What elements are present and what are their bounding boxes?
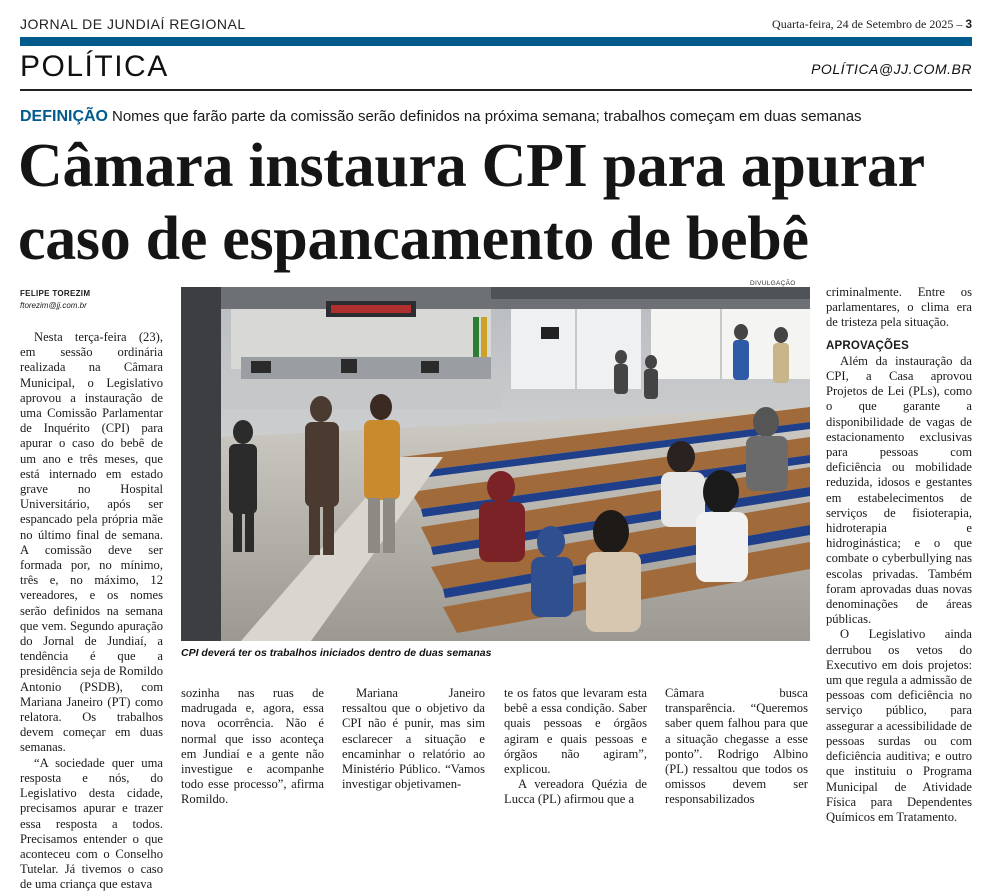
- author-email[interactable]: ftorezim@jj.com.br: [20, 301, 87, 310]
- paper-name: JORNAL DE JUNDIAÍ REGIONAL: [20, 16, 246, 32]
- photo-caption: CPI deverá ter os trabalhos iniciados dentro de duas semanas: [181, 647, 492, 659]
- article-photo: [181, 287, 810, 641]
- subheading: APROVAÇÕES: [826, 339, 909, 352]
- article-column-4: [504, 686, 647, 808]
- article-column-1: [20, 330, 163, 893]
- paragraph: te os fatos que levaram esta bebê a essa condição. Saber quais pessoas e órgãos agiram e quais pessoas e órgãos não agiram”, explicou.: [504, 686, 647, 777]
- paragraph: criminalmente. Entre os parlamentares, o clima era de tristeza pela situação.: [826, 285, 972, 330]
- page-number: 3: [965, 17, 972, 31]
- paragraph: Nesta terça-feira (23), em sessão ordinária realizada na Câmara Municipal, o Legislativo aprovou a instauração de uma Comissão Parlamentar de Inquérito (CPI) para apurar o caso do bebê de um ano e três meses, que está internado em estado grave no Hospital Universitário, após ser espancado pela própria mãe no último final de semana. A comissão deve ser formada por, no mínimo, três e, no máximo, 12 vereadores, e os nomes serão definidos na semana que vem. Segundo apuração do Jornal de Jundiaí, a tendência é que a presidência seja de Romildo Antonio (PSDB), com Mariana Janeiro (PT) como relatora. Os trabalhos devem começar em duas semanas.: [20, 330, 163, 755]
- kicker-tag: DEFINIÇÃO: [20, 108, 108, 125]
- section-title: POLÍTICA: [20, 50, 169, 83]
- headline: [18, 130, 988, 276]
- article-column-2: [181, 686, 324, 808]
- paragraph: O Legislativo ainda derrubou os vetos do Executivo em dois projetos: um que regula a admissão de pessoas com deficiência no serviço público, para assegurar a acessibilidade de pessoas surdas ou com deficiência auditiva; e outro que instituiu o Programa Municipal de Atividade Física para Dependentes Químicos em Tratamento.: [826, 627, 972, 824]
- paragraph: Câmara busca transparência. “Queremos saber quem falhou para que a situação chegasse a esse ponto”. Rodrigo Albino (PL) ressaltou que todos os omissos devem ser responsabilizados: [665, 686, 808, 807]
- author-name: FELIPE TOREZIM: [20, 289, 91, 298]
- article-column-5: [665, 686, 808, 808]
- section-rule: [20, 89, 972, 91]
- paragraph: Além da instauração da CPI, a Casa aprovou Projetos de Lei (PLs), como o que garante a disponibilidade de vagas de estacionamento exclusivas para pessoas com deficiência ou mobilidade reduzida, idosos e gestantes em estabelecimentos de serviços de fisioterapia, hidroterapia e hidroginástica; e o que combate o cyberbullying nas escolas privadas. Também foram aprovadas duas novas denominações de áreas públicas.: [826, 353, 972, 627]
- paragraph: Mariana Janeiro ressaltou que o objetivo da CPI não é punir, mas sim esclarecer a situação e encaminhar o relatório ao Ministério Público. “Vamos investigar objetivamen-: [342, 686, 485, 792]
- date-page-line: [772, 17, 972, 32]
- headline-line-2: caso de espancamento de bebê: [18, 205, 809, 273]
- article-column-6: [826, 285, 972, 825]
- paragraph: A vereadora Quézia de Lucca (PL) afirmou que a: [504, 777, 647, 807]
- kicker-text: Nomes que farão parte da comissão serão definidos na próxima semana; trabalhos começam em duas semanas: [112, 108, 862, 125]
- photo-credit: DIVULGAÇÃO: [750, 280, 796, 287]
- kicker: [20, 108, 862, 126]
- council-chamber-illustration: [181, 287, 810, 641]
- headline-line-1: Câmara instaura CPI para apurar: [18, 132, 925, 200]
- article-column-3: [342, 686, 485, 792]
- paragraph: “A sociedade quer uma resposta e nós, do Legislativo desta cidade, precisamos apurar e trazer essa resposta a todos. Precisamos entender o que aconteceu com o Conselho Tutelar. Já tivemos o caso de uma criança que estava: [20, 755, 163, 892]
- section-email[interactable]: POLÍTICA@JJ.COM.BR: [811, 61, 972, 77]
- separator: –: [956, 17, 963, 31]
- masthead-rule: [20, 37, 972, 46]
- issue-date: Quarta-feira, 24 de Setembro de 2025: [772, 17, 954, 31]
- paragraph: sozinha nas ruas de madrugada e, agora, essa nova ocorrência. Não é normal que isso aconteça em Jundiaí e a gente não investigue e acompanhe todo esse processo”, afirma Romildo.: [181, 686, 324, 807]
